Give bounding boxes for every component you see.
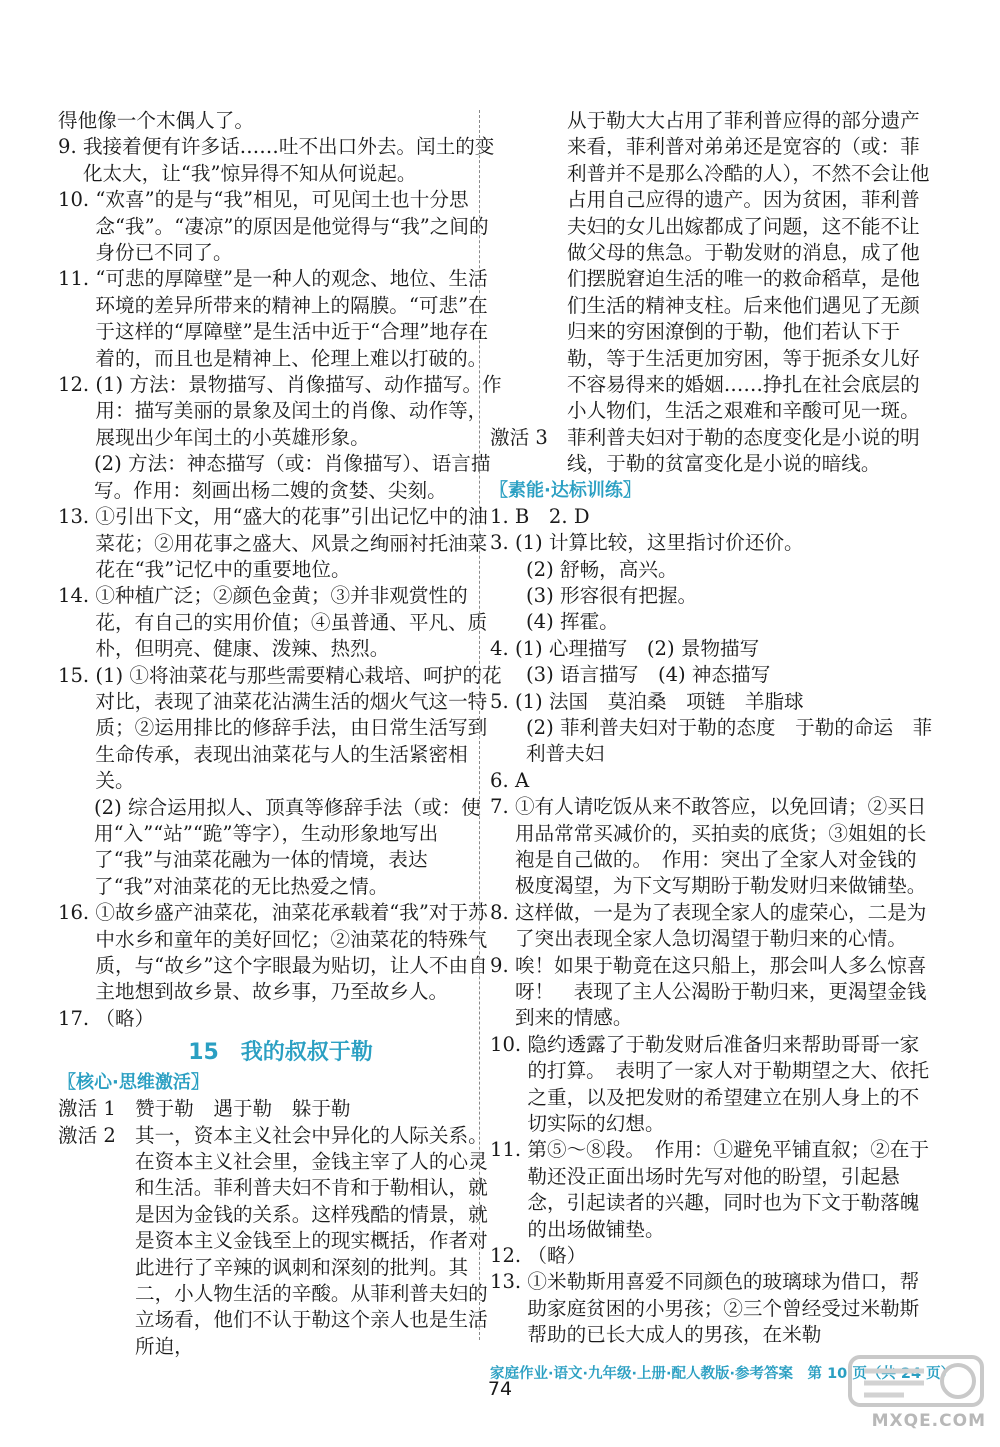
item-text: ①米勒斯用喜爱不同颜色的玻璃球为借口，帮助家庭贫困的小男孩；②三个曾经受过米勒斯帮助的已长大成人的男孩，在米勒	[527, 1270, 920, 1347]
answer-item	[490, 1032, 935, 1138]
answer-item	[490, 636, 935, 662]
item-number: 3.	[490, 531, 515, 555]
right-column	[490, 108, 935, 1349]
item-text: (1) ①将油菜花与那些需要精心栽培、呵护的花对比，表现了油菜花沾满生活的烟火气这一特质；②运用排比的修辞手法，由日常生活写到生命传承，表现出油菜花与人的生活紧密相关。	[95, 663, 502, 793]
item-text: (1) 法国 莫泊桑 项链 羊脂球	[514, 689, 804, 713]
item-number: 9.	[58, 135, 83, 159]
item-text: (1) 计算比较，这里指讨价还价。	[514, 531, 804, 555]
item-number: 8.	[490, 900, 515, 924]
item-number: 4.	[490, 636, 515, 660]
answer-item	[58, 583, 503, 662]
item-text: 赞于勒 遇于勒 躲于勒	[135, 1097, 351, 1121]
answer-item	[58, 266, 503, 372]
item-number: 10.	[490, 1032, 528, 1056]
item-text: A	[514, 768, 530, 792]
watermark-text: MXQE.COM	[871, 1411, 986, 1431]
answer-item	[490, 794, 935, 900]
item-number: 13.	[490, 1270, 528, 1294]
answer-subitem: (3) 形容很有把握。	[526, 583, 698, 607]
item-number: 12.	[490, 1244, 528, 1268]
section-heading: 〖素能·达标训练〗	[490, 479, 641, 501]
answer-item	[58, 372, 503, 451]
item-text: 第⑤～⑧段。 作用：①避免平铺直叙；②在于勒还没正面出场时先写对他的盼望，引起悬念，引起读者的兴趣，同时也为下文于勒落魄的出场做铺垫。	[527, 1138, 930, 1241]
item-number: 激活 3	[490, 425, 548, 449]
item-text: 我接着便有许多话……吐不出口外去。闰土的变化太大，让“我”惊异得不知从何说起。	[82, 135, 495, 185]
section-heading: 〖核心·思维激活〗	[58, 1072, 209, 1094]
item-number: 16.	[58, 901, 96, 925]
item-number: 14.	[58, 584, 96, 608]
item-number: 15.	[58, 663, 96, 687]
item-text: ①引出下文，用“盛大的花事”引出记忆中的油菜花；②用花事之盛大、风景之绚丽衬托油菜花在“我”记忆中的重要地位。	[95, 505, 488, 581]
item-number: 激活 1	[58, 1097, 116, 1121]
item-text: 菲利普夫妇对于勒的态度变化是小说的明线，于勒的贫富变化是小说的暗线。	[567, 425, 920, 476]
item-text: ①有人请吃饭从来不敢答应，以免回请；②买日用品常常买减价的，买拍卖的底货；③姐姐的长袍是自己做的。 作用：突出了全家人对金钱的极度渴望，为下文写期盼于勒发财归来做铺垫。	[514, 795, 927, 898]
item-number: 11.	[58, 267, 96, 291]
answer-item	[490, 900, 935, 953]
answer-line: 1. B 2. D	[490, 504, 590, 528]
answer-item	[58, 187, 503, 266]
item-text: 隐约透露了于勒发财后准备归来帮助哥哥一家的打算。 表明了一家人对于勒期望之大、依托之重，以及把发财的希望建立在别人身上的不切实际的幻想。	[527, 1032, 930, 1136]
left-column	[58, 108, 503, 1360]
answer-continuation: 从于勒大大占用了菲利普应得的部分遗产来看，菲利普对弟弟还是宽容的（或：菲利普并不是那么冷酷的人），不然不会让他占用自己应得的遗产。因为贫困，菲利普夫妇的女儿出嫁都成了问题，这不能不让做父母的焦急。于勒发财的消息，成了他们摆脱窘迫生活的唯一的救命稻草，是他们生活的精神支柱。后来他们遇见了无颜归来的穷困潦倒的于勒，他们若认下于勒，等于生活更加穷困，等于扼杀女儿好不容易得来的婚姻……挣扎在社会底层的小人物们，生活之艰难和辛酸可见一斑。	[567, 109, 930, 423]
item-text: （略）	[95, 1006, 155, 1030]
answer-item	[490, 953, 935, 1032]
item-number: 6.	[490, 768, 515, 792]
answer-item	[490, 689, 935, 715]
activation-item	[490, 425, 935, 478]
item-number: 13.	[58, 505, 96, 529]
item-number: 10.	[58, 188, 96, 212]
answer-item	[490, 530, 935, 556]
item-text: 其一，资本主义社会中异化的人际关系。在资本主义社会里，金钱主宰了人的心灵和生活。菲利普夫妇不肯和于勒相认，就是因为金钱的关系。这样残酷的情景，就是资本主义金钱至上的现实概括，作者对此进行了辛辣的讽刺和深刻的批判。其二，小人物生活的辛酸。从菲利普夫妇的立场看，他们不认于勒这个亲人也是生活所迫，	[135, 1123, 488, 1358]
item-text: “可悲的厚障壁”是一种人的观念、地位、生活环境的差异所带来的精神上的隔膜。“可悲”在于这样的“厚障壁”是生活中近于“合理”地存在着的，而且也是精神上、伦理上难以打破的。	[95, 267, 489, 370]
answer-item	[490, 768, 935, 794]
item-text: ①种植广泛；②颜色金黄；③并非观赏性的花，有自己的实用价值；④虽普通、平凡、质朴，但明亮、健康、泼辣、热烈。	[95, 584, 488, 661]
answer-subitem: (4) 挥霍。	[526, 610, 619, 634]
item-number: 激活 2	[58, 1123, 116, 1147]
answer-item	[58, 1006, 503, 1032]
item-text: （略）	[527, 1244, 587, 1268]
page-footer: 家庭作业·语文·九年级·上册·配人教版·参考答案 第 10 页（共 24 页）	[490, 1366, 956, 1382]
answer-item	[58, 504, 503, 583]
answer-item	[58, 900, 503, 1006]
activation-item	[58, 1096, 503, 1122]
item-number: 9.	[490, 953, 515, 977]
answer-subitem: (2) 方法：神态描写（或：肖像描写）、语言描写。作用：刻画出杨二嫂的贪婪、尖刻。	[94, 452, 491, 502]
answer-line: 得他像一个木偶人了。	[58, 109, 254, 132]
answer-item	[58, 663, 503, 795]
item-text: (1) 心理描写 (2) 景物描写	[514, 636, 760, 660]
lesson-title: 15 我的叔叔于勒	[188, 1040, 373, 1066]
item-text: 唉！如果于勒竟在这只船上，那会叫人多么惊喜呀！ 表现了主人公渴盼于勒归来，更渴望金钱到来的情感。	[514, 953, 927, 1030]
answer-subitem: (2) 综合运用拟人、顶真等修辞手法（或：使用“入”“站”“跪”等字），生动形象地写出了“我”与油菜花融为一体的情境，表达了“我”对油菜花的无比热爱之情。	[94, 795, 481, 898]
answer-item	[490, 1137, 935, 1243]
item-text: (1) 方法：景物描写、肖像描写、动作描写。作用：描写美丽的景象及闰土的肖像、动作等，展现出少年闰土的小英雄形象。	[95, 373, 502, 449]
item-text: 这样做，一是为了表现全家人的虚荣心，二是为了突出表现全家人急切渴望于勒归来的心情。	[514, 900, 927, 951]
item-number: 17.	[58, 1006, 96, 1030]
answer-item	[58, 134, 503, 187]
answer-subitem: (2) 舒畅，高兴。	[526, 557, 678, 581]
watermark-logo	[846, 1351, 986, 1431]
answer-item	[490, 1243, 935, 1269]
answer-item	[490, 1269, 935, 1348]
item-number: 12.	[58, 373, 96, 397]
answer-subitem: (3) 语言描写 (4) 神态描写	[526, 663, 771, 687]
answer-stamp-logo-icon	[846, 1351, 986, 1411]
column-divider	[479, 110, 480, 1340]
item-number: 5.	[490, 689, 515, 713]
page-number: 74	[487, 1378, 513, 1400]
item-number: 11.	[490, 1138, 528, 1162]
activation-item	[58, 1123, 503, 1361]
item-number: 7.	[490, 795, 515, 819]
item-text: ①故乡盛产油菜花，油菜花承载着“我”对于苏中水乡和童年的美好回忆；②油菜花的特殊气质，与“故乡”这个字眼最为贴切，让人不由自主地想到故乡景、故乡事，乃至故乡人。	[95, 901, 488, 1004]
item-text: “欢喜”的是与“我”相见，可见闰土也十分思念“我”。“凄凉”的原因是他觉得与“我”之间的身份已不同了。	[95, 188, 489, 265]
answer-subitem: (2) 菲利普夫妇对于勒的态度 于勒的命运 菲利普夫妇	[526, 715, 933, 766]
